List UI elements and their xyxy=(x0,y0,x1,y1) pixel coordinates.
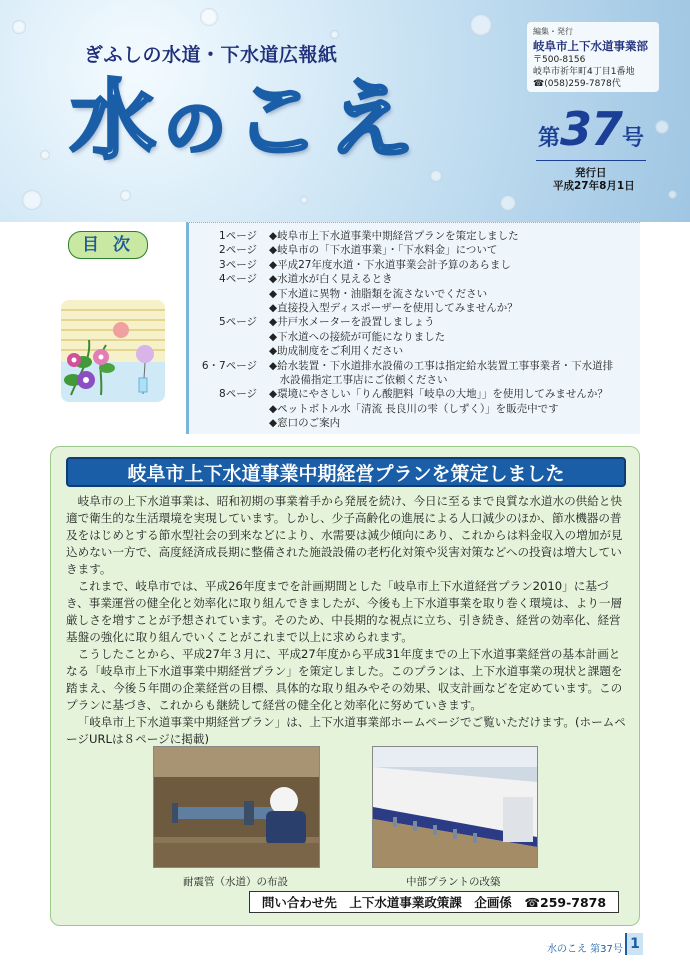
masthead-title xyxy=(70,71,423,171)
contact-info: 問い合わせ先 上下水道事業政策課 企画係 ☎259-7878 xyxy=(249,891,619,913)
issue-number xyxy=(538,102,644,156)
title-part-2: の xyxy=(164,92,235,165)
article-paragraph: 「岐阜市上下水道事業中期経営プラン」は、上下水道事業部ホームページでご覧いただけます。(ホームページURLは８ページに掲載) xyxy=(66,715,626,746)
toc-item-text: ◆給水装置・下水道排水設備の工事は指定給水装置工事事業者・下水道排 xyxy=(269,359,614,372)
publisher-label: 編集・発行 xyxy=(533,27,573,36)
toc-page-number: 2ページ xyxy=(219,244,257,257)
toc-item-text: ◆平成27年度水道・下水道事業会計予算のあらまし xyxy=(269,258,511,271)
plant-building-image xyxy=(373,747,537,867)
footer-title: 水のこえ 第37号 xyxy=(547,944,623,955)
toc-item-text: ◆岐阜市上下水道事業中期経営プランを策定しました xyxy=(269,230,519,242)
article-headline: 岐阜市上下水道事業中期経営プランを策定しました xyxy=(66,457,626,487)
title-part-3: こえ xyxy=(234,71,423,171)
pipe-laying-photo xyxy=(153,746,320,868)
issue-value: 37 xyxy=(560,102,623,156)
toc-item-text: ◆水道水が白く見えるとき xyxy=(269,273,393,286)
page-number: 1 xyxy=(625,933,643,955)
toc-page-number: 6・7ページ xyxy=(201,359,257,372)
publisher-box xyxy=(527,22,659,92)
date-label: 発行日 xyxy=(575,167,607,179)
publisher-address: 岐阜市祈年町4丁目1番地 xyxy=(533,67,635,77)
toc-page-number: 8ページ xyxy=(219,388,257,401)
issue-suffix: 号 xyxy=(622,126,645,151)
pipe-construction-image xyxy=(154,747,319,867)
plant-renovation-photo xyxy=(372,746,538,868)
toc-item-text: ◆井戸水メーターを設置しましょう xyxy=(269,316,435,329)
toc-page-number: 4ページ xyxy=(219,273,257,286)
toc-item-text: ◆直接投入型ディスポーザーを使用してみませんか？ xyxy=(269,302,518,314)
article-paragraph: こうしたことから、平成27年３月に、平成27年度から平成31年度までの上下水道事業経営の基本計画となる「岐阜市上下水道事業中期経営プラン」を策定しました。このプランは、上下水道事業の現状と課題を踏まえ、今後５年間の企業経営の目標、具体的な取り組みやその効果、収支計画などを定めています。このプランに基づき、これからも継続して経営の健全化と効率化に努めていきます。 xyxy=(66,647,623,712)
toc-heading: 目 次 xyxy=(68,231,148,259)
toc-item-text: ◆ペットボトル水「清流 長良川の雫（しずく）」を販売中です xyxy=(269,402,559,415)
issue-divider xyxy=(536,160,646,161)
toc-page-number: 5ページ xyxy=(219,316,257,329)
toc-item-text: ◆岐阜市の「下水道事業」・「下水料金」について xyxy=(269,244,498,257)
toc-item-text: 水設備指定工事店にご依頼ください xyxy=(269,374,448,386)
title-part-1: 水 xyxy=(70,71,164,171)
date-value: 平成27年8月1日 xyxy=(553,180,635,192)
toc-item-text: ◆下水道に異物・油脂類を流さないでください xyxy=(269,287,488,300)
toc-item-text: ◆助成制度をご利用ください xyxy=(269,345,404,358)
photo-caption-left: 耐震管（水道）の布設 xyxy=(183,876,288,888)
toc-item-text: ◆窓口のご案内 xyxy=(269,417,341,430)
morning-glory-illustration xyxy=(61,300,165,402)
issue-prefix: 第 xyxy=(538,126,561,151)
publisher-name: 岐阜市上下水道事業部 xyxy=(533,39,648,53)
publisher-postal: 〒500-8156 xyxy=(533,55,586,65)
morning-glory-icon xyxy=(61,300,165,402)
toc-item-text: ◆環境にやさしい「りん酸肥料「岐阜の大地」」を使用してみませんか？ xyxy=(269,388,608,401)
table-of-contents xyxy=(186,222,640,434)
article-paragraph: これまで、岐阜市では、平成26年度までを計画期間とした「岐阜市上下水道経営プラン2010」に基づき、事業運営の健全化と効率化に取り組んできましたが、今後も上下水道事業を取り巻く環境は、より一層厳しさを増すことが予想されています。そのため、中長期的な視点に立ち、引き続き、経営の効率化、経営基盤の強化に取り組んでいくことがこれまで以上に求められます。 xyxy=(66,579,623,644)
toc-item-text: ◆下水道への接続が可能になりました xyxy=(269,330,446,343)
publisher-phone: ☎(058)259-7878代 xyxy=(533,79,621,89)
masthead-subtitle: ぎふしの水道・下水道広報紙 xyxy=(84,44,338,66)
article-body xyxy=(66,493,626,748)
toc-page-number: 3ページ xyxy=(219,258,257,271)
toc-page-number: 1ページ xyxy=(219,230,257,242)
article-paragraph: 岐阜市の上下水道事業は、昭和初期の事業着手から発展を続け、今日に至るまで良質な水道水の供給と快適で衛生的な生活環境を実現しています。しかし、少子高齢化の進展による人口減少のほか、節水機器の普及をはじめとする節水型社会の到来などにより、水需要は減少傾向にあり、これからは料金収入の増加が見込めない一方で、高度経済成長期に整備された施設設備の老朽化対策や災害対策などへの投資は増大していきます。 xyxy=(66,494,623,576)
photo-caption-right: 中部プラントの改築 xyxy=(406,876,501,888)
